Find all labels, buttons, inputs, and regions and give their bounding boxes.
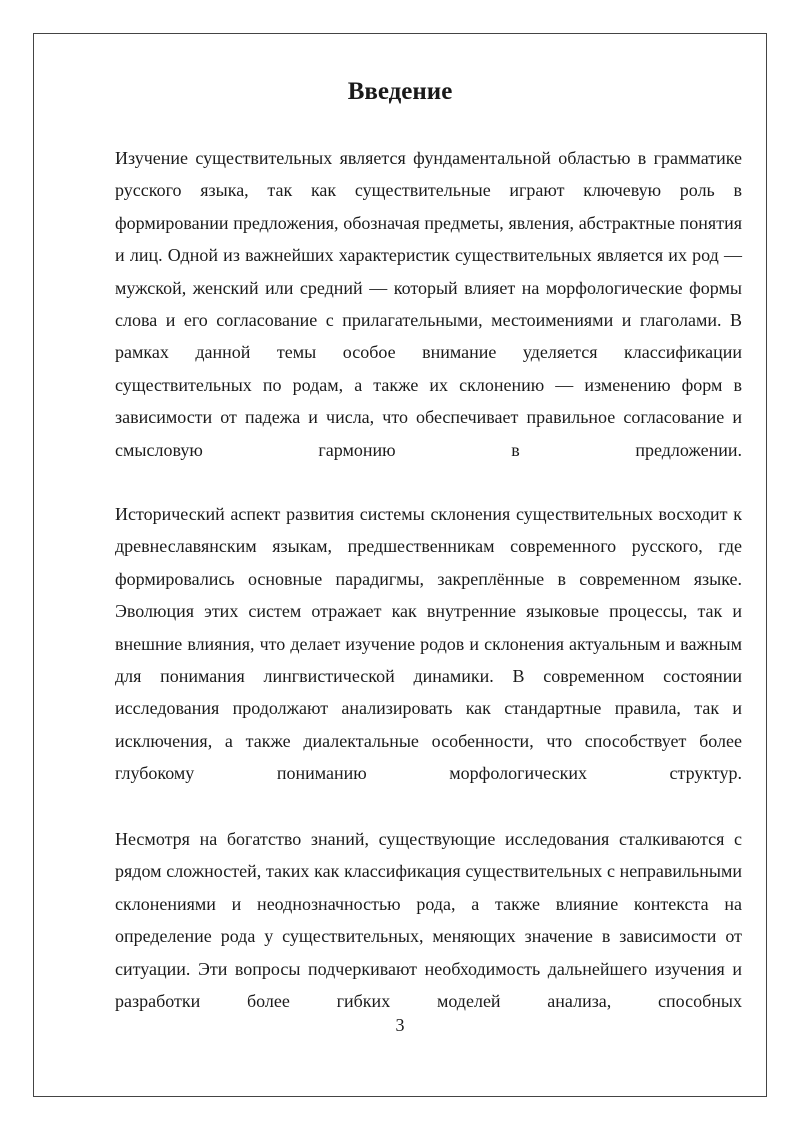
paragraph-3: Несмотря на богатство знаний, существующие исследования сталкиваются с рядом сложностей, таких как классификация существительных с неправильными склонениями и неоднозначностью рода, а также влияние контекста на определение рода у существительных, меняющих значение в зависимости от ситуации. Эти вопросы подчеркивают необходимость дальнейшего изучения и разработки более гибких моделей анализа, способных [115, 829, 742, 1012]
page-number: 3 [395, 1015, 405, 1035]
paragraph-1: Изучение существительных является фундаментальной областью в грамматике русского языка, так как существительные играют ключевую роль в формировании предложения, обозначая предметы, явления, абстрактные понятия и лиц. Одной из важнейших характеристик существительных является их род — мужской, женский или средний — который влияет на морфологические формы слова и его согласование с прилагательными, местоимениями и глаголами. В рамках данной темы особое внимание уделяется классификации существительных по родам, а также их склонению — изменению форм в зависимости от падежа и числа, что обеспечивает правильное согласование и смысловую гармонию в предложении. [115, 148, 742, 460]
paragraph-2: Исторический аспект развития системы склонения существительных восходит к древнеславянским языкам, предшественникам современного русского, где формировались основные парадигмы, закреплённые в современном языке. Эволюция этих систем отражает как внутренние языковые процессы, так и внешние влияния, что делает изучение родов и склонения актуальным и важным для понимания лингвистической динамики. В современном состоянии исследования продолжают анализировать как стандартные правила, так и исключения, а также диалектальные особенности, что способствует более глубокому пониманию морфологических структур. [115, 504, 742, 784]
page-title: Введение [347, 78, 453, 105]
